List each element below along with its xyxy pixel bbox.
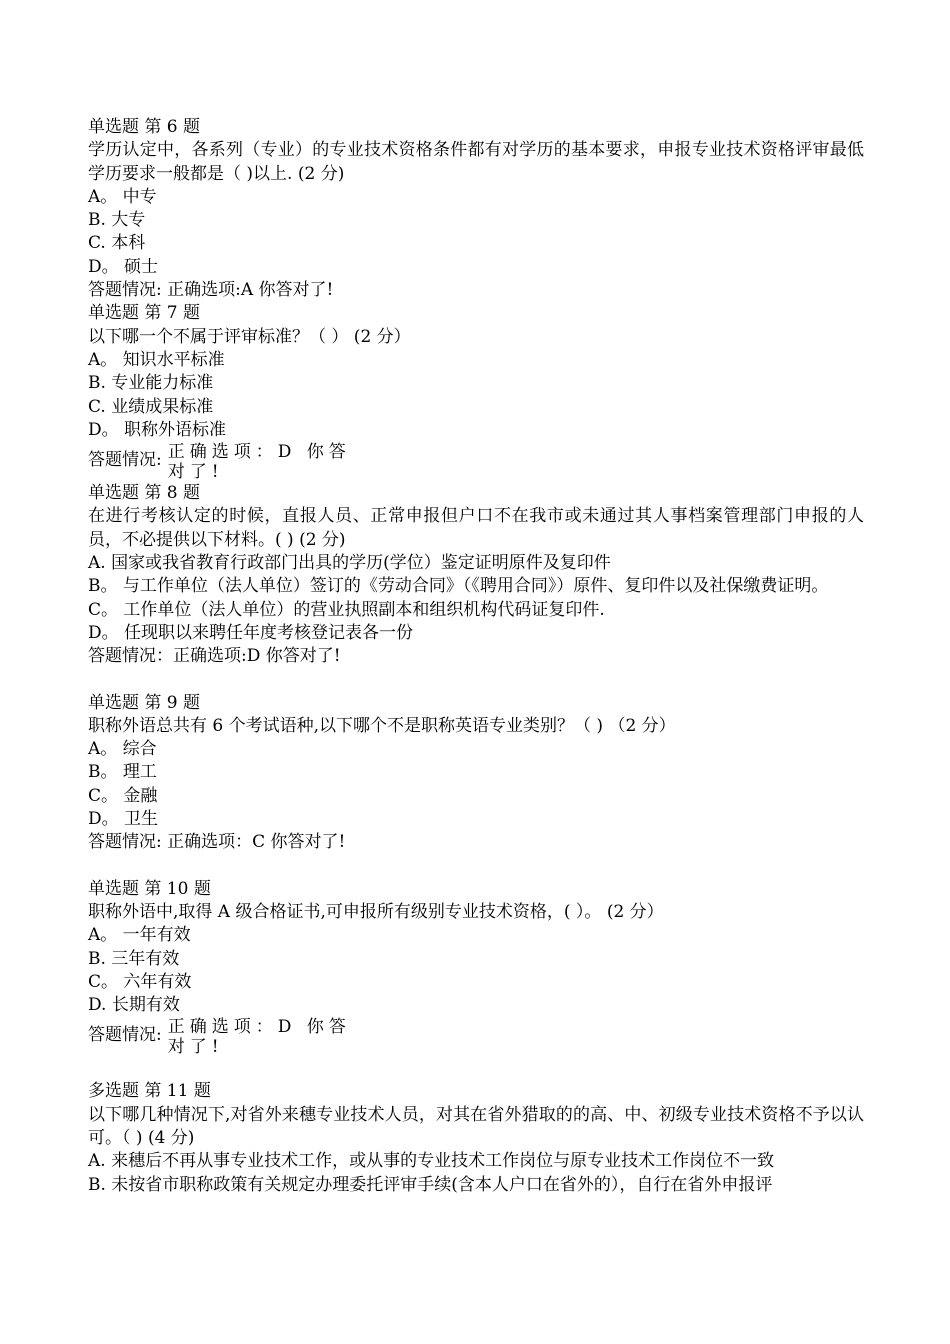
question-9 [88, 692, 864, 855]
answer-status-label: 答题情况: [88, 450, 162, 471]
spacer [88, 855, 864, 878]
question-header: 单选题 第 7 题 [88, 303, 201, 324]
option-b: B. 大专 [88, 210, 146, 231]
question-stem: 在进行考核认定的时候，直报人员、正常申报但户口不在我市或未通过其人事档案管理部门申报的人员，不必提供以下材料。( ) (2 分) [88, 506, 864, 550]
option-c: C。 金融 [88, 785, 158, 806]
option-d: D。 硕士 [88, 256, 159, 277]
answer-status: 答题情况: 正确选项：C 你答对了! [88, 832, 346, 853]
option-c: C. 业绩成果标准 [88, 396, 214, 417]
question-header: 单选题 第 9 题 [88, 692, 201, 713]
question-stem: 学历认定中，各系列（专业）的专业技术资格条件都有对学历的基本要求，申报专业技术资格评审最低学历要求一般都是（ )以上. (2 分) [88, 140, 864, 184]
option-b: B。 理工 [88, 762, 157, 783]
answer-status-label: 答题情况: [88, 1025, 162, 1046]
option-b: B. 未按省市职称政策有关规定办理委托评审手续(含本人户口在省外的），自行在省外申报评 [88, 1174, 773, 1195]
option-c: C. 本科 [88, 233, 146, 254]
question-8 [88, 482, 864, 668]
answer-status-value: 正确选项：D 你答对了! [167, 1017, 351, 1058]
option-d: D。 卫生 [88, 809, 159, 830]
option-d: D. 长期有效 [88, 995, 180, 1016]
question-header: 单选题 第 6 题 [88, 117, 201, 137]
option-b: B. 专业能力标准 [88, 373, 214, 394]
question-11 [88, 1080, 864, 1196]
option-c: C。 六年有效 [88, 971, 192, 992]
question-7 [88, 302, 864, 482]
option-d: D。 任现职以来聘任年度考核登记表各一份 [88, 622, 414, 643]
question-header: 单选题 第 8 题 [88, 483, 201, 504]
option-a: A。 综合 [88, 739, 157, 760]
option-d: D。 职称外语标准 [88, 419, 227, 440]
question-stem: 职称外语总共有 6 个考试语种,以下哪个不是职称英语专业类别？（ ) （2 分） [88, 715, 676, 736]
option-b: B. 三年有效 [88, 948, 180, 969]
spacer [88, 1057, 864, 1080]
question-6 [88, 116, 864, 302]
answer-status: 答题情况: 正确选项:A 你答对了! [88, 280, 334, 301]
option-b: B。 与工作单位（法人单位）签订的《劳动合同》（《聘用合同》）原件、复印件以及社保缴费证明。 [88, 576, 829, 597]
spacer [88, 669, 864, 692]
option-a: A. 来穗后不再从事专业技术工作，或从事的专业技术工作岗位与原专业技术工作岗位不一致 [88, 1151, 775, 1172]
question-stem: 以下哪几种情况下,对省外来穗专业技术人员，对其在省外猎取的的高、中、初级专业技术资格不予以认可。（ ) (4 分) [88, 1104, 864, 1148]
option-a: A。 一年有效 [88, 925, 191, 946]
question-header: 多选题 第 11 题 [88, 1081, 211, 1102]
question-stem: 以下哪一个不属于评审标准？（ ） (2 分） [88, 326, 411, 347]
question-10 [88, 878, 864, 1058]
answer-status: 答题情况：正确选项:D 你答对了! [88, 646, 341, 667]
option-a: A。 中专 [88, 186, 157, 207]
option-a: A. 国家或我省教育行政部门出具的学历(学位）鉴定证明原件及复印件 [88, 553, 611, 574]
answer-status [88, 1017, 864, 1057]
option-a: A。 知识水平标准 [88, 349, 225, 370]
question-header: 单选题 第 10 题 [88, 878, 211, 899]
answer-status [88, 442, 864, 482]
option-c: C。 工作单位（法人单位）的营业执照副本和组织机构代码证复印件. [88, 599, 605, 620]
exam-page [88, 116, 864, 1197]
question-stem: 职称外语中,取得 A 级合格证书,可申报所有级别专业技术资格，( ）。 (2 分） [88, 901, 664, 922]
answer-status-value: 正确选项：D 你答对了! [167, 442, 351, 483]
